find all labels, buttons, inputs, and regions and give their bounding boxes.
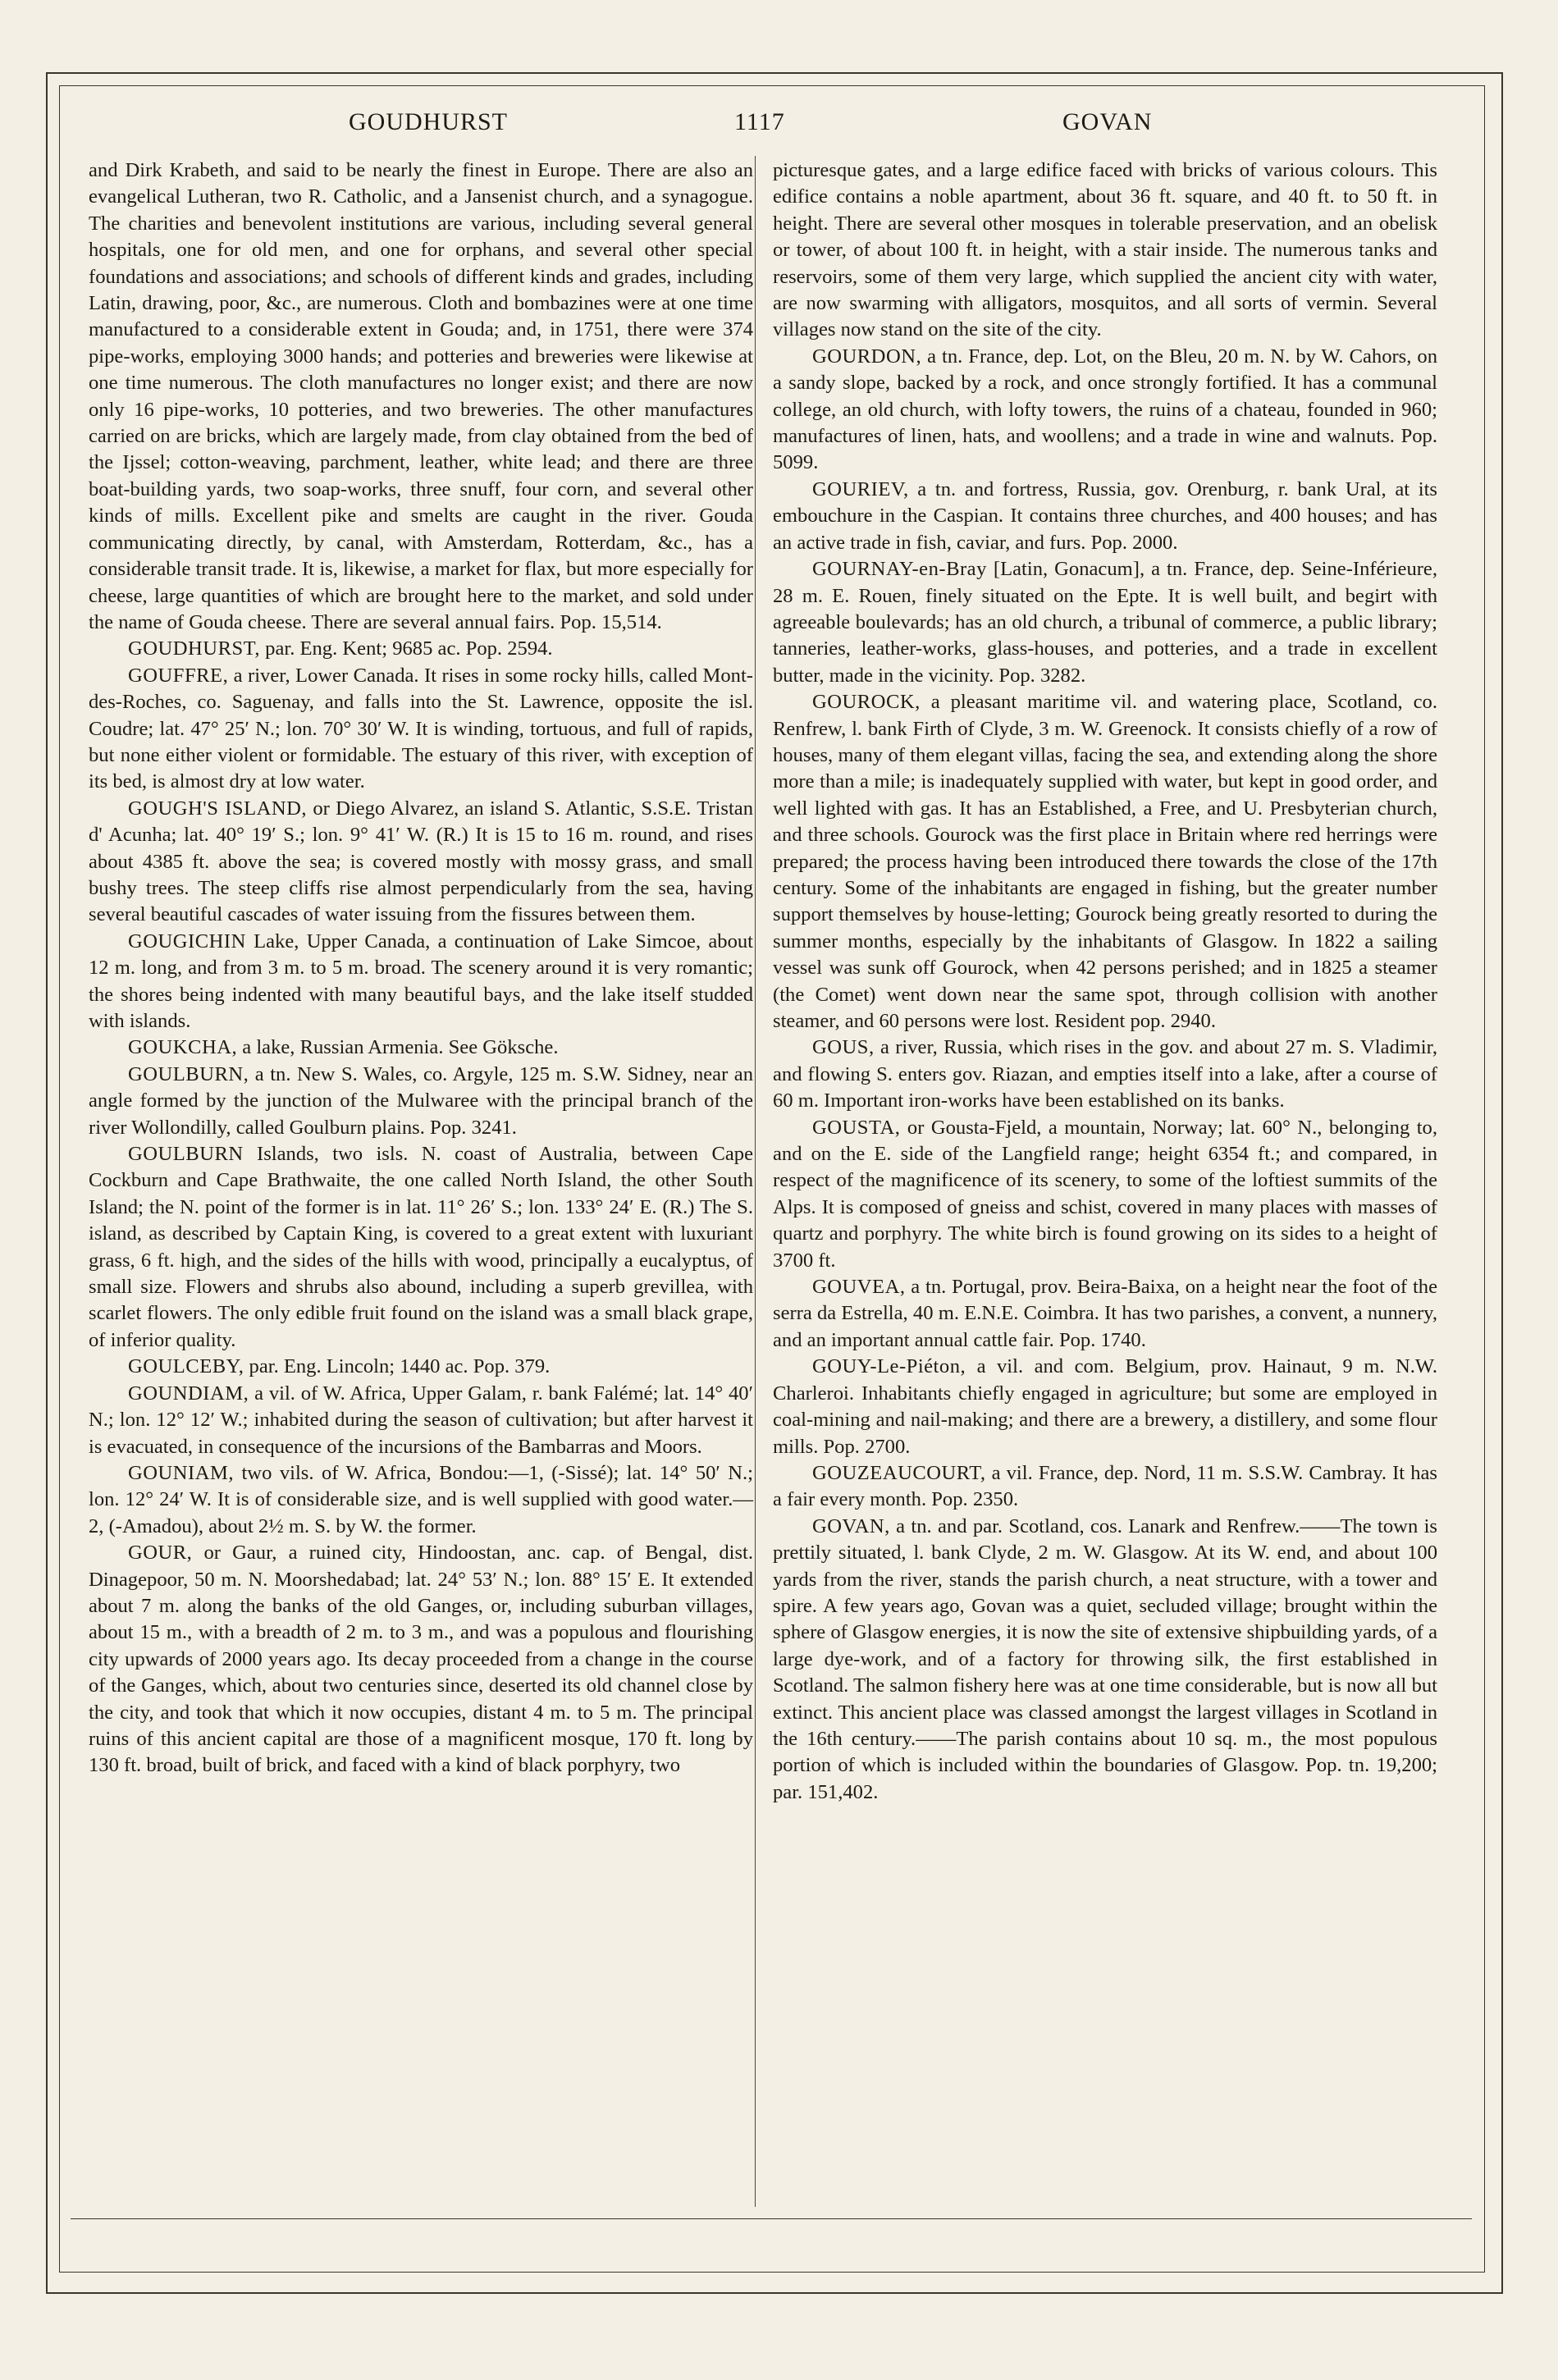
entry-text: a vil. France, dep. Nord, 11 m. S.S.W. Cambray. It has a fair every month. Pop. 2350. [773,1461,1437,1511]
entry-headword: GOUGH'S ISLAND, [128,797,308,820]
gazetteer-entry [773,477,1437,556]
entry-headword: GOUVEA, [812,1276,906,1299]
gazetteer-entry [773,556,1437,689]
entry-headword: GOUY-Le-Piéton, [812,1355,966,1378]
gazetteer-entry [773,689,1437,1035]
entry-text: a tn. and par. Scotland, cos. Lanark and Renfrew.——The town is prettily situated, l. bank Clyde, 2 m. W. Glasgow. At its W. end, and about 100 yards from the river, stands the parish church, a neat structure, with a tower and spire. A few years ago, Govan was a quiet, secluded village; brought within the sphere of Glasgow energies, it is now the site of extensive shipbuilding yards, of a large dye-work, and of a factory for throwing silk, the first established in Scotland. The salmon fishery here was at one time considerable, but is now all but extinct. This ancient place was classed amongst the largest villages in Scotland in the 16th century.——The parish contains about 10 sq. m., the most populous portion of which is included within the boundaries of Glasgow. Pop. tn. 19,200; par. 151,402. [773,1514,1437,1803]
gazetteer-entry [773,1115,1437,1274]
entry-headword: GOUFFRE, [128,664,229,687]
entry-headword: GOUDHURST, [128,637,260,660]
entry-headword: GOUGICHIN [128,930,246,952]
entry-text: or Gousta-Fjeld, a mountain, Norway; lat. 60° N., belonging to, and on the E. side of the Langfield range; height 6354 ft.; and compared, in respect of the magnificence of its scenery, to some of the loftiest summits of the Alps. It is composed of gneiss and schist, covered in many places with masses of quartz and porphyry. The white birch is found growing on its sides to a height of 3700 ft. [773,1116,1437,1272]
entry-headword: GOURNAY-en-Bray [812,558,987,581]
entry-text: a river, Lower Canada. It rises in some rocky hills, called Mont-des-Roches, co. Saguenay, and falls into the St. Lawrence, opposite the isl. Coudre; lat. 47° 25′ N.; lon. 70° 30′ W. It is winding, tortuous, and full of rapids, but none either violent or formidable. The estuary of this river, with exception of its bed, is almost dry at low water. [89,664,753,793]
entry-text: a river, Russia, which rises in the gov. and about 27 m. S. Vladimir, and flowing S. enters gov. Riazan, and empties itself into a lake, after a course of 60 m. Important iron-works have been established on its banks. [773,1036,1437,1112]
entry-text: a tn. Portugal, prov. Beira-Baixa, on a height near the foot of the serra da Estrella, 40 m. E.N.E. Coimbra. It has two parishes, a convent, a nunnery, and an important annual cattle fair. Pop. 1740. [773,1276,1437,1351]
page-number: 1117 [734,108,785,135]
entry-text: a tn. France, dep. Lot, on the Bleu, 20 m. N. by W. Cahors, on a sandy slope, backed by a rock, and once strongly fortified. It has a communal college, an old church, with lofty towers, the ruins of a chateau, founded in 960; manufactures of linen, hats, and woollens; and a trade in wine and walnuts. Pop. 5099. [773,345,1437,474]
entry-text: two vils. of W. Africa, Bondou:—1, (-Sissé); lat. 14° 50′ N.; lon. 12° 24′ W. It is of considerable size, and is well supplied with good water.—2, (-Amadou), about 2½ m. S. by W. the former. [89,1461,753,1537]
entry-text: and Dirk Krabeth, and said to be nearly the finest in Europe. There are also an evangelical Lutheran, two R. Catholic, and a Jansenist church, and a synagogue. The charities and benevolent institutions are various, including several general hospitals, one for old men, and one for orphans, and several other special foundations and associations; and schools of different kinds and grades, including Latin, drawing, poor, &c., are numerous. Cloth and bombazines were at one time manufactured to a considerable extent in Gouda; and, in 1751, there were 374 pipe-works, employing 3000 hands; and potteries and breweries were likewise at one time numerous. The cloth manufactures no longer exist; and there are now only 16 pipe-works, 10 potteries, and two breweries. The other manufactures carried on are bricks, which are largely made, from clay obtained from the bed of the Ijssel; cotton-weaving, parchment, leather, white lead; and there are three boat-building yards, two soap-works, three snuff, four corn, and several other kinds of mills. Excellent pike and smelts are caught in the river. Gouda communicating directly, by canal, with Amsterdam, Rotterdam, &c., has a considerable transit trade. It is, likewise, a market for flax, but more especially for cheese, large quantities of which are brought here to the market, and sold under the name of Gouda cheese. There are several annual fairs. Pop. 15,514. [89,159,753,633]
gazetteer-entry [773,1514,1437,1806]
entry-text: par. Eng. Kent; 9685 ac. Pop. 2594. [260,637,553,660]
gazetteer-entry [773,1035,1437,1114]
gazetteer-entry [773,1354,1437,1460]
entry-headword: GOVAN, [812,1514,890,1537]
entry-text: a tn. and fortress, Russia, gov. Orenburg, r. bank Ural, at its embouchure in the Caspian. It contains three churches, and 400 houses; and has an active trade in fish, caviar, and furs. Pop. 2000. [773,477,1437,554]
entry-headword: GOURIEV, [812,477,909,500]
entry-headword: GOULCEBY, [128,1355,244,1378]
gazetteer-entry [89,663,753,796]
right-column [773,158,1437,1806]
entry-text: or Gaur, a ruined city, Hindoostan, anc. cap. of Bengal, dist. Dinagepoor, 50 m. N. Moorshedabad; lat. 24° 53′ N.; lon. 88° 15′ E. It extended about 7 m. along the banks of the old Ganges, or, including suburban villages, about 15 m., with a breadth of 2 m. to 3 m., and was a populous and flourishing city upwards of 2000 years ago. Its decay proceeded from a change in the course of the Ganges, which, about two centuries since, deserted its old channel close by the city, and took that which it now occupies, distant 4 m. to 5 m. The principal ruins of this ancient capital are those of a magnificent mosque, 170 ft. long by 130 ft. broad, built of brick, and faced with a kind of black porphyry, two [89,1542,753,1777]
header-left-word: GOUDHURST [349,108,509,135]
gazetteer-entry [89,636,753,662]
entry-text: or Diego Alvarez, an island S. Atlantic, S.S.E. Tristan d' Acunha; lat. 40° 19′ S.; lon. 9° 41′ W. (R.) It is 15 to 16 m. round, and rises about 4385 ft. above the sea; is covered mostly with mossy grass, and small bushy trees. The steep cliffs rise almost perpendicularly from the sea, having several beautiful cascades of water issuing from the fissures between them. [89,797,753,926]
entry-headword: GOUSTA, [812,1116,901,1139]
entry-text: a lake, Russian Armenia. See Göksche. [237,1036,559,1059]
gazetteer-entry [89,1354,753,1380]
continued-text [773,158,1437,344]
entry-text: a vil. of W. Africa, Upper Galam, r. bank Falémé; lat. 14° 40′ N.; lon. 12° 12′ W.; inhabited during the season of cultivation; but after harvest it is evacuated, in consequence of the incursions of the Bambarras and Moors. [89,1382,753,1458]
entry-headword: GOUNDIAM, [128,1382,249,1405]
entry-text: Islands, two isls. N. coast of Australia, between Cape Cockburn and Cape Brathwaite, the one called North Island, the other South Island; the N. point of the former is in lat. 11° 26′ S.; lon. 133° 24′ E. (R.) The S. island, as described by Captain King, is covered to a great extent with luxuriant grass, 6 ft. high, and the sides of the hills with wood, principally a eucalyptus, of small size. Flowers and shrubs also abound, including a superb grevillea, with scarlet flowers. The only edible fruit found on the island was a small black grape, of inferior quality. [89,1143,753,1351]
column-divider [755,156,756,2207]
header-right-word: GOVAN [1062,108,1153,135]
gazetteer-entry [89,1381,753,1460]
entry-text: a tn. New S. Wales, co. Argyle, 125 m. S.W. Sidney, near an angle formed by the junction of the Mulwaree with the principal branch of the river Wollondilly, called Goulburn plains. Pop. 3241. [89,1062,753,1139]
running-header [115,108,1436,141]
entry-headword: GOUNIAM, [128,1461,235,1484]
entry-text: par. Eng. Lincoln; 1440 ac. Pop. 379. [244,1355,551,1378]
gazetteer-entry [89,1540,753,1779]
entry-text: a vil. and com. Belgium, prov. Hainaut, 9 m. N.W. Charleroi. Inhabitants chiefly engaged in agriculture; but some are employed in coal-mining and nail-making; and there are a brewery, a distillery, and some flour mills. Pop. 2700. [773,1355,1437,1458]
bottom-rule [71,2218,1472,2219]
entry-headword: GOURDON, [812,345,922,368]
gazetteer-entry [89,1062,753,1141]
entry-text: picturesque gates, and a large edifice faced with bricks of various colours. This edifice contains a noble apartment, about 36 ft. square, and 40 ft. to 50 ft. in height. There are several other mosques in tolerable preservation, and an obelisk or tower, of about 100 ft. in height, with a stair inside. The numerous tanks and reservoirs, some of them very large, which supplied the ancient city with water, are now swarming with alligators, mosquitos, and all sorts of vermin. Several villages now stand on the site of the city. [773,159,1437,341]
entry-headword: GOUR, [128,1542,193,1565]
entry-text: [Latin, Gonacum], a tn. France, dep. Seine-Inférieure, 28 m. E. Rouen, finely situated on the Epte. It is well built, and begirt with agreeable boulevards; has an old church, a tribunal of commerce, a public library; tanneries, leather-works, glass-houses, and potteries, and a trade in excellent butter, made in the vicinity. Pop. 3282. [773,558,1437,687]
gazetteer-entry [773,1274,1437,1354]
gazetteer-entry [89,796,753,929]
entry-headword: GOUZEAUCOURT, [812,1461,986,1484]
left-column [89,158,753,1779]
gazetteer-entry [89,929,753,1035]
gazetteer-entry [773,344,1437,477]
gazetteer-entry [773,1460,1437,1514]
gazetteer-entry [89,1460,753,1540]
continued-text [89,158,753,636]
entry-headword: GOULBURN, [128,1062,249,1085]
entry-headword: GOUS, [812,1036,875,1059]
entry-headword: GOUKCHA, [128,1036,238,1059]
gazetteer-entry [89,1141,753,1354]
entry-text: Lake, Upper Canada, a continuation of Lake Simcoe, about 12 m. long, and from 3 m. to 5 m. broad. The scenery around it is very romantic; the shores being indented with many beautiful bays, and the lake itself studded with islands. [89,930,753,1032]
entry-headword: GOUROCK, [812,691,921,714]
gazetteer-entry [89,1035,753,1061]
entry-headword: GOULBURN [128,1143,244,1166]
entry-text: a pleasant maritime vil. and watering place, Scotland, co. Renfrew, l. bank Firth of Clyde, 3 m. W. Greenock. It consists chiefly of a row of houses, many of them elegant villas, facing the sea, and extending along the shore more than a mile; is inadequately supplied with water, but kept in good order, and well lighted with gas. It has an Established, a Free, and U. Presbyterian church, and three schools. Gourock was the first place in Britain where red herrings were prepared; the process having been introduced there towards the close of the 17th century. Some of the inhabitants are engaged in fishing, but the greater number support themselves by house-letting; Gourock being greatly resorted to during the summer months, especially by the inhabitants of Glasgow. In 1822 a sailing vessel was sunk off Gourock, when 42 persons perished; and in 1825 a steamer (the Comet) went down near the same spot, through collision with another steamer, and 60 persons were lost. Resident pop. 2940. [773,691,1437,1032]
